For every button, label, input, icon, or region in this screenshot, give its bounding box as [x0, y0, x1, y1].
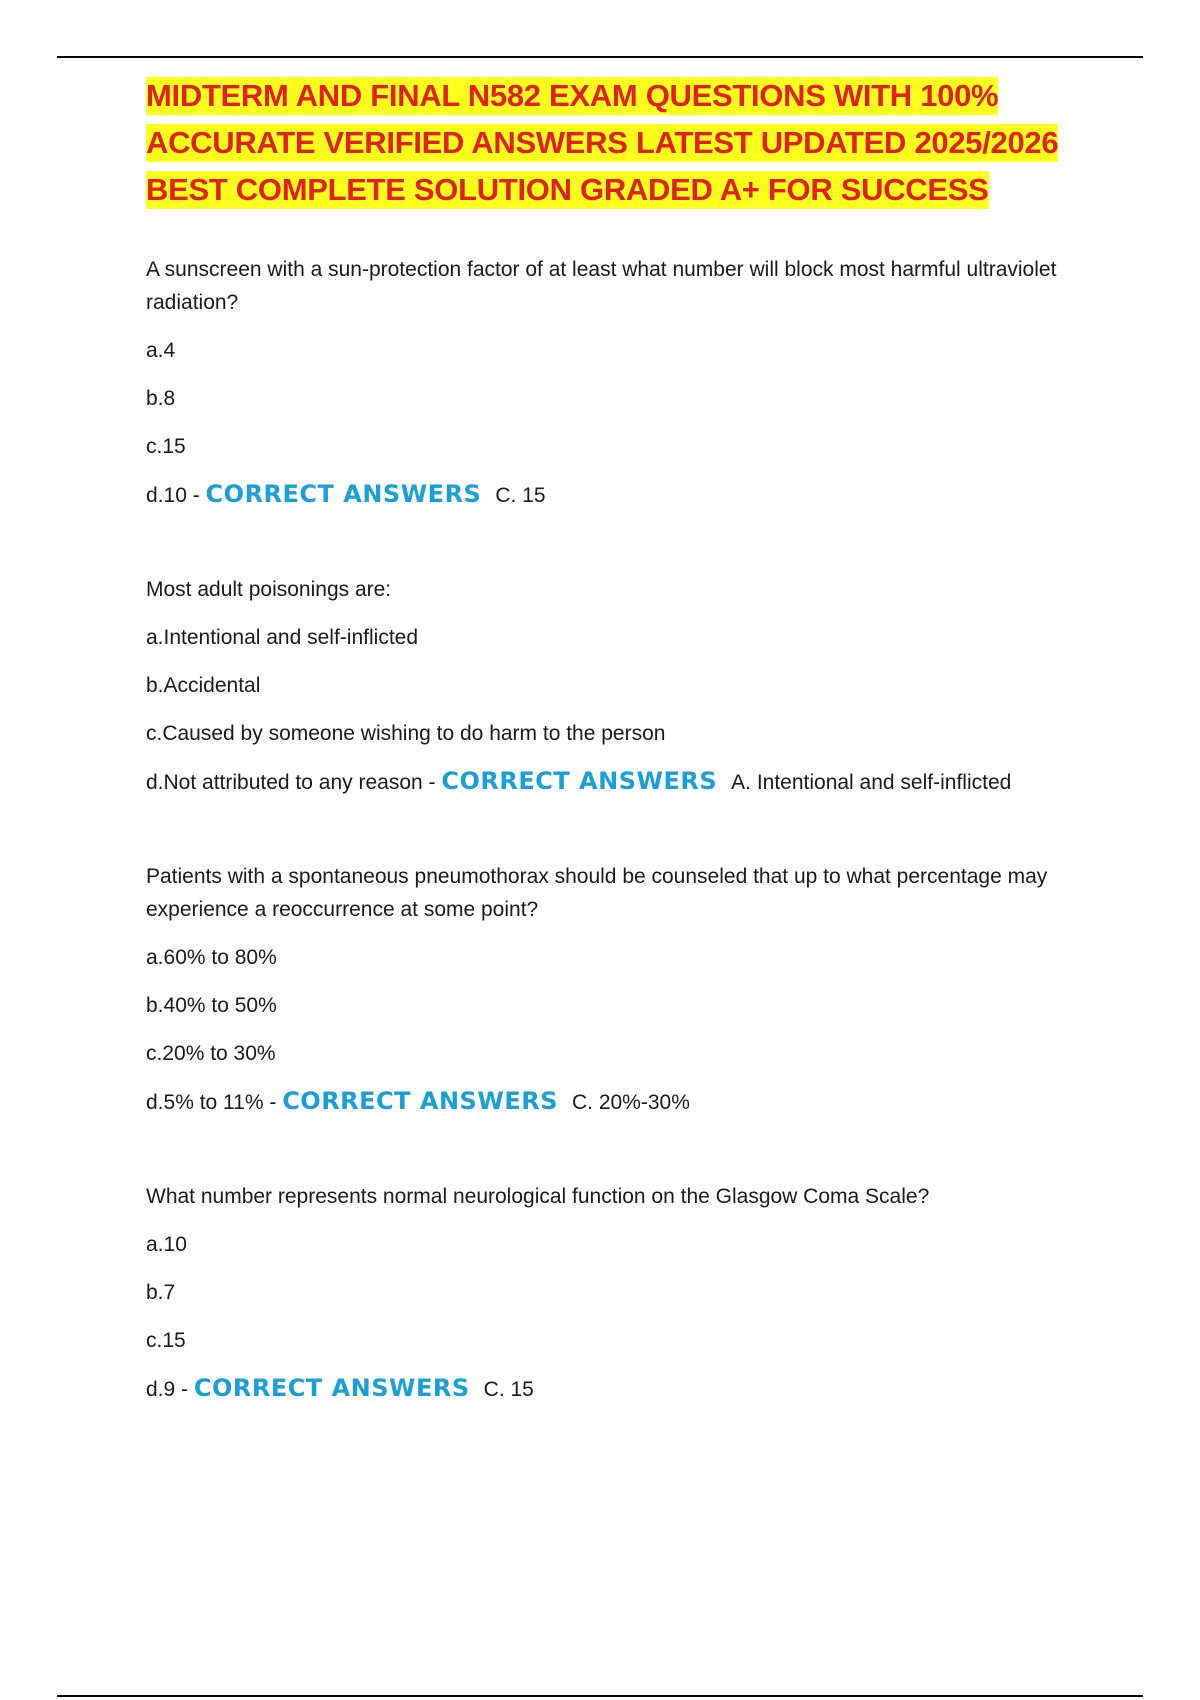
- option-d: d.9 -: [146, 1378, 194, 1401]
- correct-answers-label: CORRECT ANSWERS: [282, 1087, 558, 1115]
- option-a: a.60% to 80%: [146, 946, 277, 969]
- option-b: b.40% to 50%: [146, 994, 277, 1017]
- question-text: A sunscreen with a sun-protection factor of at least what number will block most harmful ultraviolet radiation?: [146, 258, 1057, 314]
- top-rule: [57, 56, 1143, 58]
- option-d-with-answer: [146, 765, 1086, 805]
- document-body: [146, 72, 1086, 1467]
- question-block: [146, 573, 1086, 805]
- option-d-with-answer: [146, 1372, 1086, 1412]
- option-c: c.Caused by someone wishing to do harm to the person: [146, 722, 666, 745]
- question-block: [146, 253, 1086, 518]
- option-b: b.Accidental: [146, 674, 261, 697]
- option-c: c.20% to 30%: [146, 1042, 276, 1065]
- option-d: d.10 -: [146, 484, 206, 507]
- answer-text: C. 20%-30%: [571, 1091, 690, 1114]
- correct-answers-label: CORRECT ANSWERS: [205, 480, 482, 508]
- option-d-with-answer: [146, 478, 1086, 518]
- bottom-rule: [57, 1695, 1143, 1697]
- question-text: What number represents normal neurological function on the Glasgow Coma Scale?: [146, 1185, 930, 1208]
- title-highlight: MIDTERM AND FINAL N582 EXAM QUESTIONS WITH 100% ACCURATE VERIFIED ANSWERS LATEST UPDATED 2025/2026 BEST COMPLETE SOLUTION GRADED A+ FOR SUCCESS: [146, 78, 1059, 207]
- question-block: [146, 860, 1086, 1125]
- correct-answers-label: CORRECT ANSWERS: [193, 1374, 470, 1402]
- question-block: [146, 1180, 1086, 1412]
- document-title: [146, 72, 1086, 213]
- option-c: c.15: [146, 1329, 186, 1352]
- option-a: a.4: [146, 339, 176, 362]
- answer-text: C. 15: [495, 484, 546, 507]
- question-text: Most adult poisonings are:: [146, 578, 392, 601]
- answer-text: A. Intentional and self-inflicted: [731, 771, 1012, 794]
- option-b: b.7: [146, 1281, 176, 1304]
- option-a: a.10: [146, 1233, 187, 1256]
- option-b: b.8: [146, 387, 176, 410]
- option-d-with-answer: [146, 1085, 1086, 1125]
- option-c: c.15: [146, 435, 186, 458]
- option-d: d.Not attributed to any reason -: [146, 771, 442, 794]
- option-a: a.Intentional and self-inflicted: [146, 626, 419, 649]
- answer-text: C. 15: [483, 1378, 534, 1401]
- correct-answers-label: CORRECT ANSWERS: [441, 767, 718, 795]
- option-d: d.5% to 11% -: [146, 1091, 283, 1114]
- question-text: Patients with a spontaneous pneumothorax should be counseled that up to what percentage may experience a reoccurrence at some point?: [146, 865, 1048, 921]
